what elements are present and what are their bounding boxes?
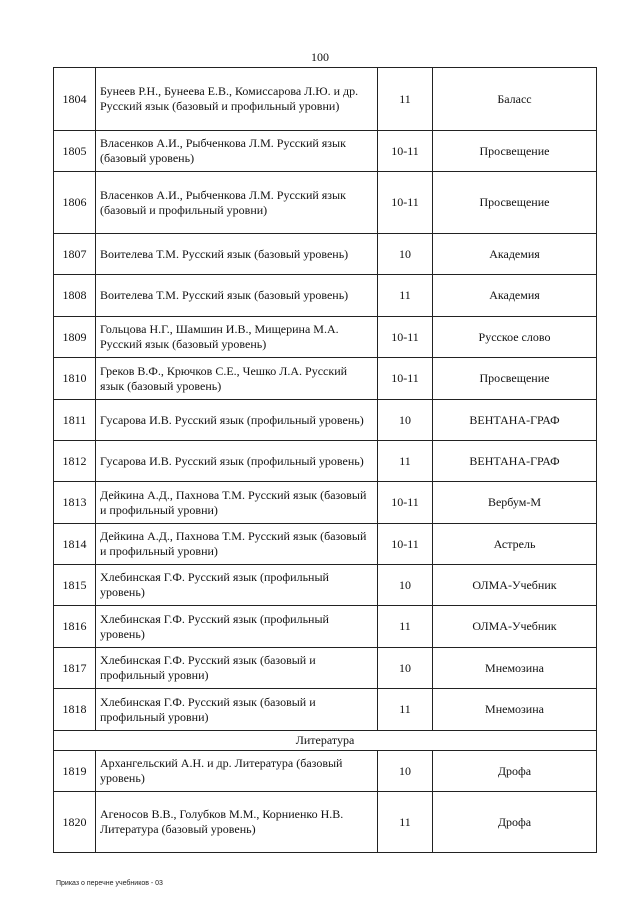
grade: 10 xyxy=(378,565,433,606)
row-number: 1819 xyxy=(54,751,96,792)
book-title: Хлебинская Г.Ф. Русский язык (базовый и профильный уровни) xyxy=(96,689,378,731)
grade: 11 xyxy=(378,275,433,317)
section-row xyxy=(54,731,597,751)
book-title: Хлебинская Г.Ф. Русский язык (профильный уровень) xyxy=(96,606,378,648)
row-number: 1806 xyxy=(54,172,96,234)
book-title: Гольцова Н.Г., Шамшин И.В., Мищерина М.А. Русский язык (базовый уровень) xyxy=(96,317,378,358)
row-number: 1805 xyxy=(54,131,96,172)
table-row xyxy=(54,606,597,648)
publisher: ВЕНТАНА-ГРАФ xyxy=(433,441,597,482)
book-title: Хлебинская Г.Ф. Русский язык (профильный уровень) xyxy=(96,565,378,606)
book-title: Архангельский А.Н. и др. Литература (базовый уровень) xyxy=(96,751,378,792)
grade: 10 xyxy=(378,400,433,441)
row-number: 1810 xyxy=(54,358,96,400)
book-title: Бунеев Р.Н., Бунеева Е.В., Комиссарова Л.Ю. и др. Русский язык (базовый и профильный уровни) xyxy=(96,68,378,131)
table-row xyxy=(54,565,597,606)
book-title: Дейкина А.Д., Пахнова Т.М. Русский язык (базовый и профильный уровни) xyxy=(96,482,378,524)
grade: 10 xyxy=(378,234,433,275)
grade: 10-11 xyxy=(378,172,433,234)
publisher: Вербум-М xyxy=(433,482,597,524)
publisher: Просвещение xyxy=(433,172,597,234)
publisher: Академия xyxy=(433,275,597,317)
table-row xyxy=(54,524,597,565)
table-row xyxy=(54,441,597,482)
row-number: 1809 xyxy=(54,317,96,358)
publisher: Мнемозина xyxy=(433,648,597,689)
row-number: 1820 xyxy=(54,792,96,853)
page-number: 100 xyxy=(311,50,329,64)
grade: 11 xyxy=(378,792,433,853)
book-title: Гусарова И.В. Русский язык (профильный уровень) xyxy=(96,441,378,482)
book-title: Воителева Т.М. Русский язык (базовый уровень) xyxy=(96,234,378,275)
grade: 10-11 xyxy=(378,131,433,172)
publisher: ВЕНТАНА-ГРАФ xyxy=(433,400,597,441)
publisher: Мнемозина xyxy=(433,689,597,731)
row-number: 1816 xyxy=(54,606,96,648)
row-number: 1804 xyxy=(54,68,96,131)
row-number: 1813 xyxy=(54,482,96,524)
row-number: 1811 xyxy=(54,400,96,441)
table-row xyxy=(54,751,597,792)
table-row xyxy=(54,172,597,234)
publisher: Просвещение xyxy=(433,131,597,172)
publisher: Баласс xyxy=(433,68,597,131)
table-row xyxy=(54,358,597,400)
grade: 10-11 xyxy=(378,317,433,358)
book-title: Власенков А.И., Рыбченкова Л.М. Русский язык (базовый уровень) xyxy=(96,131,378,172)
grade: 11 xyxy=(378,68,433,131)
publisher: Дрофа xyxy=(433,792,597,853)
publisher: ОЛМА-Учебник xyxy=(433,565,597,606)
footer-text: Приказ о перечне учебников - 03 xyxy=(56,880,163,887)
publisher: Астрель xyxy=(433,524,597,565)
table-row xyxy=(54,482,597,524)
grade: 10-11 xyxy=(378,524,433,565)
table-row xyxy=(54,68,597,131)
table-row xyxy=(54,317,597,358)
grade: 10-11 xyxy=(378,358,433,400)
row-number: 1818 xyxy=(54,689,96,731)
row-number: 1817 xyxy=(54,648,96,689)
row-number: 1814 xyxy=(54,524,96,565)
grade: 11 xyxy=(378,689,433,731)
table-row xyxy=(54,689,597,731)
book-title: Гусарова И.В. Русский язык (профильный уровень) xyxy=(96,400,378,441)
book-title: Хлебинская Г.Ф. Русский язык (базовый и профильный уровни) xyxy=(96,648,378,689)
table-row xyxy=(54,792,597,853)
table-row xyxy=(54,400,597,441)
grade: 10 xyxy=(378,751,433,792)
table-row xyxy=(54,234,597,275)
grade: 10-11 xyxy=(378,482,433,524)
book-title: Греков В.Ф., Крючков С.Е., Чешко Л.А. Русский язык (базовый уровень) xyxy=(96,358,378,400)
section-title: Литература xyxy=(54,731,597,751)
table-row xyxy=(54,275,597,317)
book-title: Дейкина А.Д., Пахнова Т.М. Русский язык (базовый и профильный уровни) xyxy=(96,524,378,565)
grade: 11 xyxy=(378,441,433,482)
publisher: Академия xyxy=(433,234,597,275)
table-row xyxy=(54,131,597,172)
textbook-table xyxy=(53,67,597,853)
publisher: ОЛМА-Учебник xyxy=(433,606,597,648)
grade: 11 xyxy=(378,606,433,648)
publisher: Русское слово xyxy=(433,317,597,358)
book-title: Агеносов В.В., Голубков М.М., Корниенко Н.В. Литература (базовый уровень) xyxy=(96,792,378,853)
grade: 10 xyxy=(378,648,433,689)
book-title: Власенков А.И., Рыбченкова Л.М. Русский язык (базовый и профильный уровни) xyxy=(96,172,378,234)
row-number: 1815 xyxy=(54,565,96,606)
publisher: Дрофа xyxy=(433,751,597,792)
table-row xyxy=(54,648,597,689)
row-number: 1812 xyxy=(54,441,96,482)
row-number: 1807 xyxy=(54,234,96,275)
publisher: Просвещение xyxy=(433,358,597,400)
row-number: 1808 xyxy=(54,275,96,317)
book-title: Воителева Т.М. Русский язык (базовый уровень) xyxy=(96,275,378,317)
